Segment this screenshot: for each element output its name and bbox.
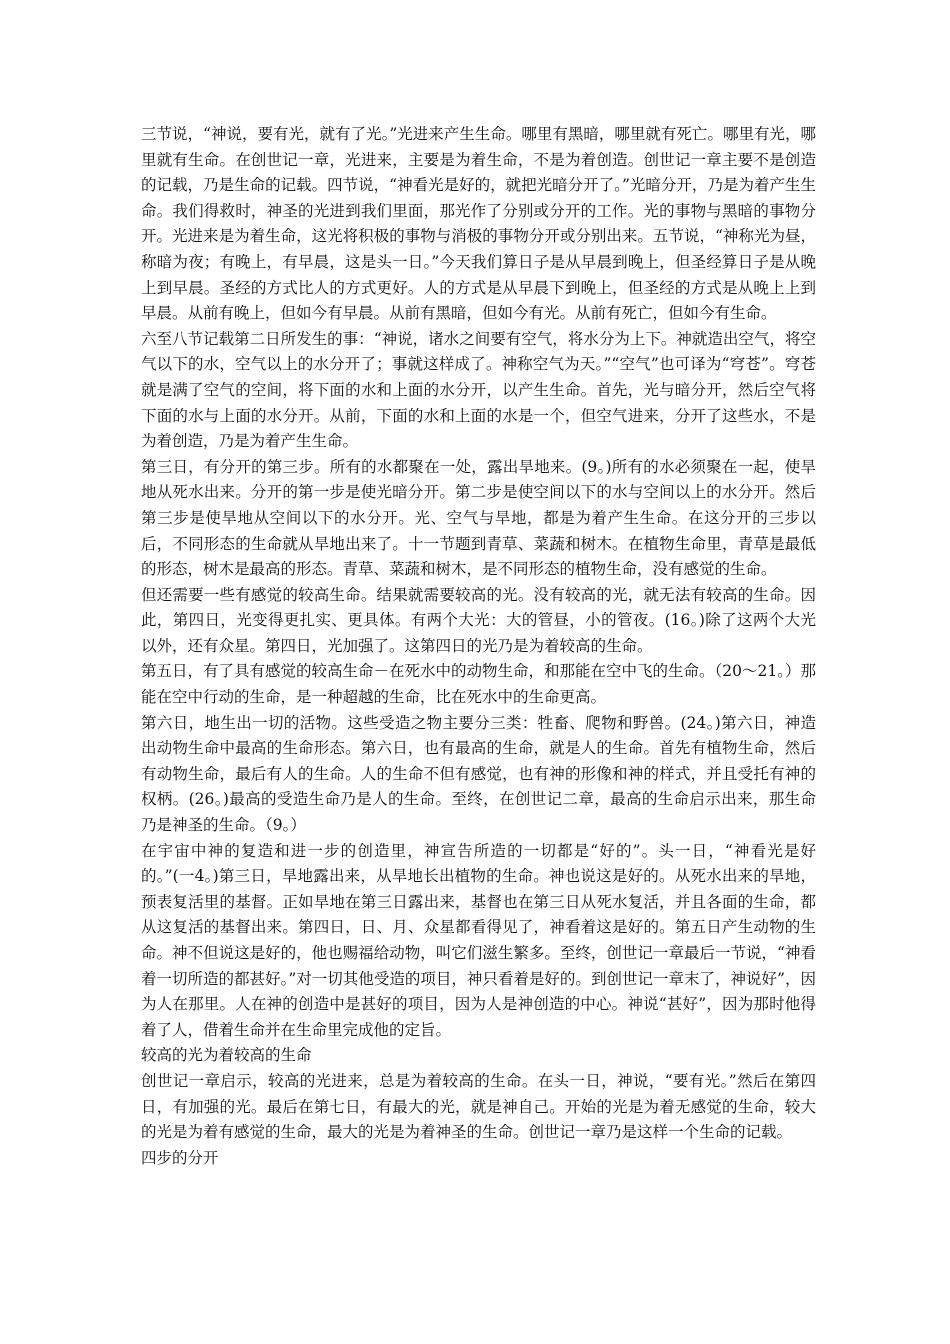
paragraph-very-good: 在宇宙中神的复造和进一步的创造里，神宣告所造的一切都是“好的”。头一日，“神看光是好的。”(一4。)第三日，旱地露出来，从旱地长出植物的生命。神也说这是好的。从死水出来的旱地，预表复活里的基督。正如旱地在第三日露出来，基督也在第三日从死水复活，并且各面的生命，都从这复活的基督出来。第四日，日、月、众星都看得见了，神看着这是好的。第五日产生动物的生命。神不但说这是好的，他也赐福给动物，叫它们滋生繁多。至终，创世记一章最后一节说，“神看着一切所造的都甚好。”对一切其他受造的项目，神只看着是好的。到创世记一章末了，神说好”，因为人在那里。人在神的创造中是甚好的项目，因为人是神创造的中心。神说“甚好”，因为那时他得着了人，借着生命并在生命里完成他的定旨。 [141, 841, 816, 1039]
paragraph-fourth-day: 但还需要一些有感觉的较高生命。结果就需要较高的光。没有较高的光，就无法有较高的生命。因此，第四日，光变得更扎实、更具体。有两个大光：大的管昼，小的管夜。(16。)除了这两个大光以外，还有众星。第四日，光加强了。这第四日的光乃是为着较高的生命。 [141, 585, 816, 655]
paragraph-higher-light: 创世记一章启示，较高的光进来，总是为着较高的生命。在头一日，神说，“要有光。”然后在第四日，有加强的光。最后在第七日，有最大的光，就是神自己。开始的光是为着无感觉的生命，较大的光是为着有感觉的生命，最大的光是为着神圣的生命。创世记一章乃是这样一个生命的记载。 [141, 1071, 816, 1142]
document-page [141, 122, 816, 1171]
paragraph-light-and-life: 三节说，“神说，要有光，就有了光。”光进来产生生命。哪里有黑暗，哪里就有死亡。哪里有光，哪里就有生命。在创世记一章，光进来，主要是为着生命，不是为着创造。创世记一章主要不是创造的记载，乃是生命的记载。四节说，“神看光是好的，就把光暗分开了。”光暗分开，乃是为着产生生命。我们得救时，神圣的光进到我们里面，那光作了分别或分开的工作。光的事物与黑暗的事物分开。光进来是为着生命，这光将积极的事物与消极的事物分开或分别出来。五节说，“神称光为昼，称暗为夜；有晚上，有早晨，这是头一日。”今天我们算日子是从早晨到晚上，但圣经算日子是从晚上到早晨。圣经的方式比人的方式更好。人的方式是从早晨下到晚上，但圣经的方式是从晚上上到早晨。从前有晚上，但如今有早晨。从前有黑暗，但如今有光。从前有死亡，但如今有生命。 [141, 125, 816, 323]
section-heading-four-separations: 四步的分开 [141, 1148, 219, 1167]
section-heading-higher-light: 较高的光为着较高的生命 [141, 1046, 312, 1065]
paragraph-fifth-day: 第五日，有了具有感觉的较高生命－在死水中的动物生命，和那能在空中飞的生命。（20～21。）那能在空中行动的生命，是一种超越的生命，比在死水中的生命更高。 [141, 662, 816, 707]
paragraph-sixth-day: 第六日，地生出一切的活物。这些受造之物主要分三类：牲畜、爬物和野兽。(24。)第六日，神造出动物生命中最高的生命形态。第六日，也有最高的生命，就是人的生命。首先有植物生命，然后有动物生命，最后有人的生命。人的生命不但有感觉，也有神的形像和神的样式，并且受托有神的权柄。(26。)最高的受造生命乃是人的生命。至终，在创世记二章，最高的生命启示出来，那生命乃是神圣的生命。（9。） [141, 713, 816, 835]
paragraph-second-day: 六至八节记载第二日所发生的事：“神说，诸水之间要有空气，将水分为上下。神就造出空气，将空气以下的水，空气以上的水分开了；事就这样成了。神称空气为天。”“空气”也可译为“穹苍”。穹苍就是满了空气的空间，将下面的水和上面的水分开，以产生生命。首先，光与暗分开，然后空气将下面的水与上面的水分开。从前，下面的水和上面的水是一个，但空气进来，分开了这些水，不是为着创造，乃是为着产生生命。 [141, 329, 816, 451]
paragraph-third-day: 第三日，有分开的第三步。所有的水都聚在一处，露出旱地来。(9。)所有的水必须聚在一起，使旱地从死水出来。分开的第一步是使光暗分开。第二步是使空间以下的水与空间以上的水分开。然后第三步是使旱地从空间以下的水分开。光、空气与旱地，都是为着产生生命。在这分开的三步以后，不同形态的生命就从旱地出来了。十一节题到青草、菜蔬和树木。在植物生命里，青草是最低的形态，树木是最高的形态。青草、菜蔬和树木，是不同形态的植物生命，没有感觉的生命。 [141, 457, 816, 579]
